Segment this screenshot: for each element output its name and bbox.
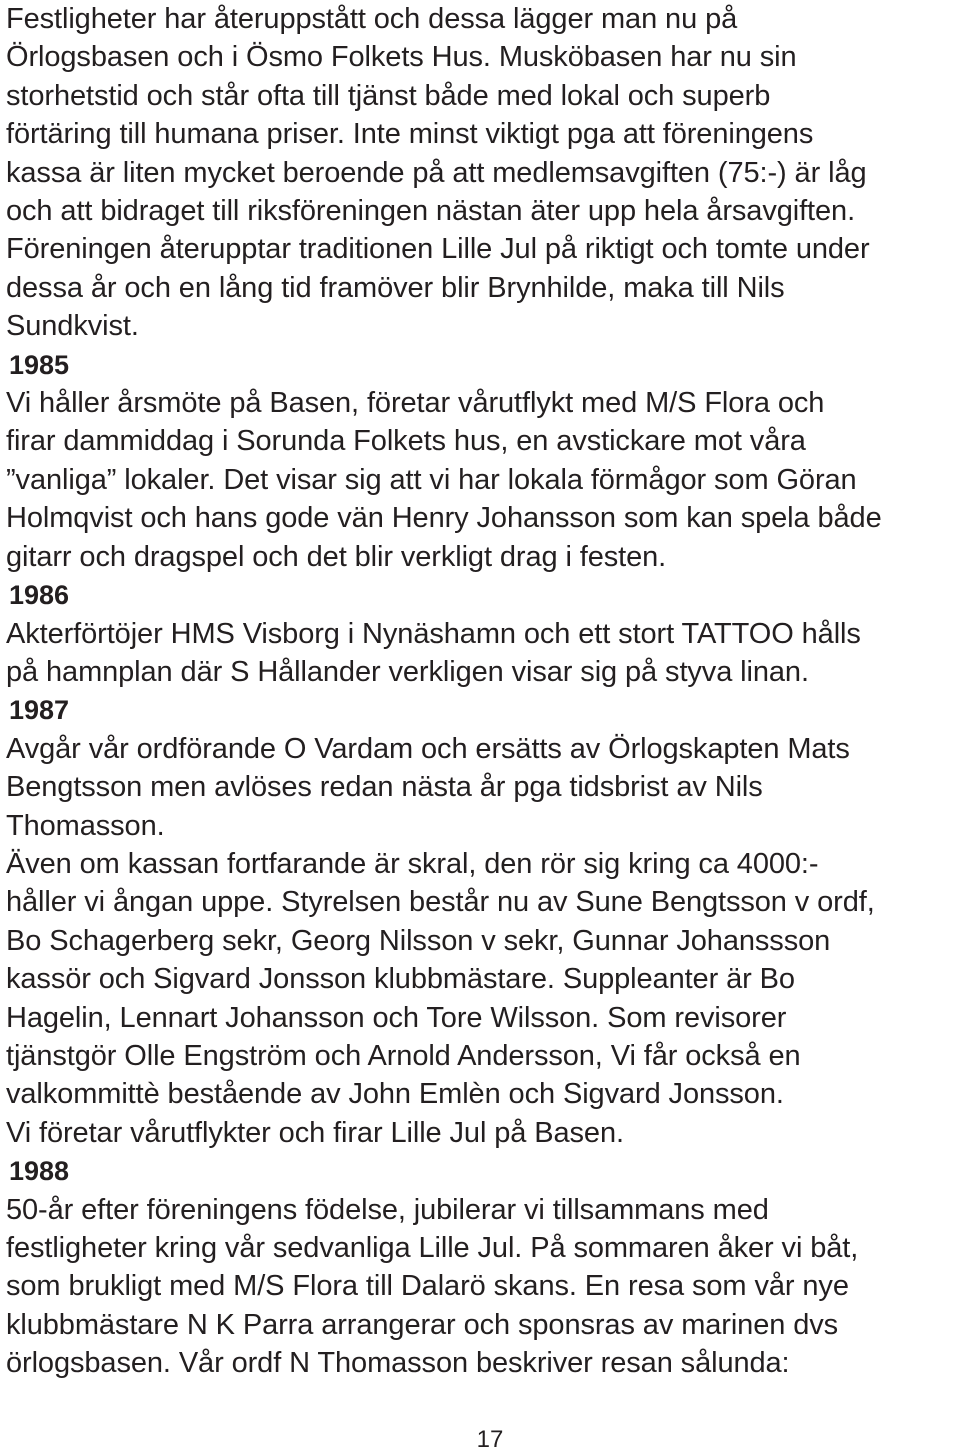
section-1986 [6,576,956,691]
text-line: Thomasson. [6,809,165,842]
text-line: gitarr och dragspel och det blir verkligt drag i festen. [6,540,667,573]
document-page [6,0,956,1383]
page-number: 17 [476,1426,504,1453]
text-line: klubbmästare N K Parra arrangerar och sponsras av marinen dvs [6,1308,839,1341]
text-line: örlogsbasen. Vår ordf N Thomasson beskriver resan sålunda: [6,1347,790,1380]
intro-paragraph [6,0,956,346]
text-line: valkommittè bestående av John Emlèn och Sigvard Jonsson. [6,1078,784,1111]
year-heading: 1986 [9,580,70,611]
text-line: 50-år efter föreningens födelse, jubilerar vi tillsammans med [6,1193,769,1226]
year-heading: 1985 [9,349,70,380]
text-line: tjänstgör Olle Engström och Arnold Andersson, Vi får också en [6,1039,801,1072]
text-line: Vi företar vårutflykter och firar Lille Jul på Basen. [6,1116,624,1149]
text-line: Holmqvist och hans gode vän Henry Johansson som kan spela både [6,502,882,535]
text-line: Akterförtöjer HMS Visborg i Nynäshamn och ett stort TATTOO hålls [6,617,861,650]
section-1988 [6,1152,956,1382]
text-line: kassa är liten mycket beroende på att medlemsavgiften (75:-) är låg [6,156,867,189]
text-line: ”vanliga” lokaler. Det visar sig att vi har lokala förmågor som Göran [6,463,857,496]
text-line: förtäring till humana priser. Inte minst viktigt pga att föreningens [6,118,814,151]
text-line: på hamnplan där S Hållander verkligen visar sig på styva linan. [6,655,809,688]
text-line: Hagelin, Lennart Johansson och Tore Wilsson. Som revisorer [6,1001,787,1034]
text-line: Festligheter har återuppstått och dessa lägger man nu på [6,3,738,35]
text-line: Örlogsbasen och i Ösmo Folkets Hus. Musköbasen har nu sin [6,41,797,74]
text-line: Vi håller årsmöte på Basen, företar vårutflykt med M/S Flora och [6,387,825,420]
section-1985 [6,346,956,576]
text-line: Även om kassan fortfarande är skral, den rör sig kring ca 4000:- [6,847,819,880]
text-line: Bengtsson men avlöses redan nästa år pga tidsbrist av Nils [6,771,763,804]
year-heading: 1987 [9,695,70,726]
text-line: Sundkvist. [6,310,139,343]
text-line: firar dammiddag i Sorunda Folkets hus, en avstickare mot våra [6,425,806,458]
text-line: Bo Schagerberg sekr, Georg Nilsson v sekr, Gunnar Johanssson [6,924,831,957]
year-heading: 1988 [9,1156,70,1187]
text-line: kassör och Sigvard Jonsson klubbmästare. Suppleanter är Bo [6,963,795,996]
text-line: som brukligt med M/S Flora till Dalarö skans. En resa som vår nye [6,1270,849,1303]
text-line: och att bidraget till riksföreningen nästan äter upp hela årsavgiften. [6,195,856,228]
text-line: festligheter kring vår sedvanliga Lille Jul. På sommaren åker vi båt, [6,1232,859,1264]
text-line: dessa år och en lång tid framöver blir Brynhilde, maka till Nils [6,271,785,304]
text-line: håller vi ångan uppe. Styrelsen består nu av Sune Bengtsson v ordf, [6,886,875,919]
text-line: storhetstid och står ofta till tjänst både med lokal och superb [6,79,771,112]
text-line: Avgår vår ordförande O Vardam och ersätts av Örlogskapten Mats [6,732,850,765]
text-line: Föreningen återupptar traditionen Lille Jul på riktigt och tomte under [6,233,870,266]
section-1987 [6,691,956,1152]
